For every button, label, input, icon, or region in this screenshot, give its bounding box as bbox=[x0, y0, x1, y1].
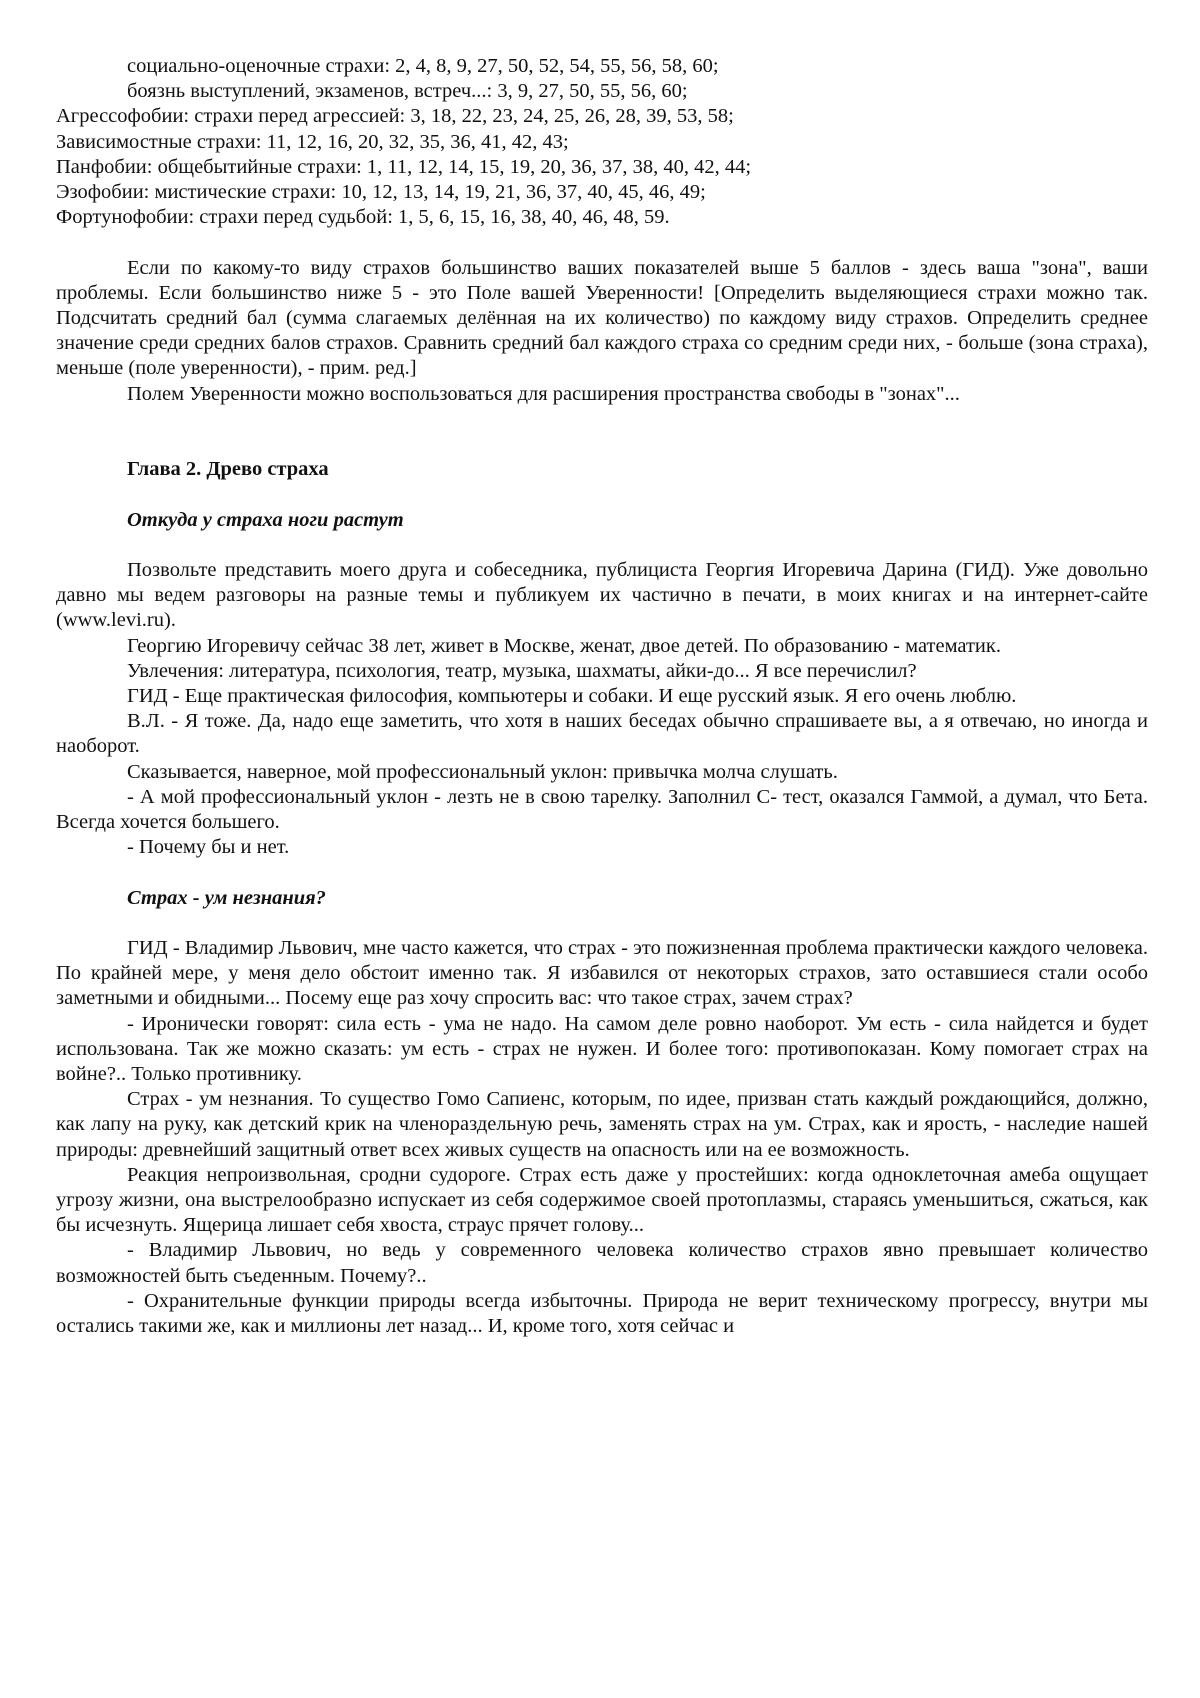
paragraph: - Почему бы и нет. bbox=[127, 836, 290, 859]
spacer bbox=[56, 860, 1148, 885]
interpretation-paragraph: Если по какому-то виду страхов большинство ваших показателей выше 5 баллов - здесь ваша "зона", ваши проблемы. Если большинство ниже 5 - это Поле вашей Уверенности! [Определить выделяющиеся страхи можно так. Подсчитать средний бал (сумма слагаемых делённая на их количество) по каждому виду страхов. Определить среднее значение среди средних балов страхов. Сравнить средний бал каждого страха со средним среди них, - больше (зона страха), меньше (поле уверенности), - прим. ред.] bbox=[56, 256, 1148, 380]
spacer bbox=[56, 911, 1148, 936]
paragraph: Увлечения: литература, психология, театр, музыка, шахматы, айки-до... Я все перечислил? bbox=[127, 659, 917, 682]
fear-type-aggression: Агрессофобии: страхи перед агрессией: 3, 18, 22, 23, 24, 25, 26, 28, 39, 53, 58; bbox=[56, 105, 734, 128]
fear-type-esophobia: Эзофобии: мистические страхи: 10, 12, 13, 14, 19, 21, 36, 37, 40, 45, 46, 49; bbox=[56, 181, 706, 204]
paragraph: Страх - ум незнания. То существо Гомо Сапиенс, которым, по идее, призван стать каждый рождающийся, должно, как лапу на руку, как детский крик на членораздельную речь, заменять страх на ум. Страх, как и ярость, - наследие нашей природы: древнейший защитный ответ всех живых существ на опасность или на ее возможность. bbox=[56, 1088, 1148, 1161]
paragraph: - Владимир Львович, но ведь у современного человека количество страхов явно превышает количество возможностей быть съеденным. Почему?.. bbox=[56, 1239, 1148, 1287]
fear-type-dependency: Зависимостные страхи: 11, 12, 16, 20, 32, 35, 36, 41, 42, 43; bbox=[56, 130, 569, 153]
confidence-field-paragraph: Полем Уверенности можно воспользоваться для расширения пространства свободы в "зонах"... bbox=[127, 382, 960, 405]
paragraph: - Охранительные функции природы всегда избыточны. Природа не верит техническому прогрессу, внутри мы остались такими же, как и миллионы лет назад... И, кроме того, хотя сейчас и bbox=[56, 1289, 1148, 1338]
fear-type-performance: боязнь выступлений, экзаменов, встреч...: 3, 9, 27, 50, 55, 56, 60; bbox=[127, 80, 688, 103]
spacer bbox=[56, 533, 1148, 558]
spacer bbox=[56, 407, 1148, 457]
paragraph: ГИД - Владимир Львович, мне часто кажется, что страх - это пожизненная проблема практически каждого человека. По крайней мере, у меня дело обстоит именно так. Я избавился от некоторых страхов, зато оставшиеся стали особо заметными и обидными... Посему еще раз хочу спросить вас: что такое страх, зачем страх? bbox=[56, 937, 1148, 1010]
paragraph: Реакция непроизвольная, сродни судороге. Страх есть даже у простейших: когда одноклеточная амеба ощущает угрозу жизни, она выстрелообразно испускает из себя содержимое своей протоплазмы, стараясь уменьшиться, сжаться, как бы исчезнуть. Ящерица лишает себя хвоста, страус прячет голову... bbox=[56, 1163, 1148, 1237]
fear-type-fortunophobia: Фортунофобии: страхи перед судьбой: 1, 5, 6, 15, 16, 38, 40, 46, 48, 59. bbox=[56, 206, 670, 229]
paragraph: Сказывается, наверное, мой профессиональный уклон: привычка молча слушать. bbox=[127, 760, 838, 783]
paragraph: - А мой профессиональный уклон - лезть не в свою тарелку. Заполнил С- тест, оказался Гаммой, а думал, что Бета. Всегда хочется большего. bbox=[56, 785, 1148, 834]
paragraph: Георгию Игоревичу сейчас 38 лет, живет в Москве, женат, двое детей. По образованию - математик. bbox=[127, 634, 1001, 657]
section-title-fear-mind: Страх - ум незнания? bbox=[127, 886, 326, 909]
paragraph: ГИД - Еще практическая философия, компьютеры и собаки. И еще русский язык. Я его очень люблю. bbox=[127, 685, 1017, 708]
fear-type-panphobia: Панфобии: общебытийные страхи: 1, 11, 12, 14, 15, 19, 20, 36, 37, 38, 40, 42, 44; bbox=[56, 155, 752, 178]
paragraph: Позвольте представить моего друга и собеседника, публициста Георгия Игоревича Дарина (ГИД). Уже довольно давно мы ведем разговоры на разные темы и публикуем их частично в печати, в моих книгах и на интернет-сайте (www.levi.ru). bbox=[56, 559, 1148, 632]
spacer bbox=[56, 230, 1148, 255]
chapter-title: Глава 2. Древо страха bbox=[127, 458, 329, 481]
paragraph: В.Л. - Я тоже. Да, надо еще заметить, что хотя в наших беседах обычно спрашиваете вы, а я отвечаю, но иногда и наоборот. bbox=[56, 710, 1148, 758]
fear-type-social: социально-оценочные страхи: 2, 4, 8, 9, 27, 50, 52, 54, 55, 56, 58, 60; bbox=[127, 55, 719, 77]
section-title-origins: Откуда у страха ноги растут bbox=[127, 508, 404, 531]
document-page bbox=[56, 54, 1148, 1339]
spacer bbox=[56, 482, 1148, 507]
paragraph: - Иронически говорят: сила есть - ума не надо. На самом деле ровно наоборот. Ум есть - сила найдется и будет использована. Так же можно сказать: ум есть - страх не нужен. И более того: противопоказан. Кому помогает страх на войне?.. Только противнику. bbox=[56, 1012, 1148, 1086]
